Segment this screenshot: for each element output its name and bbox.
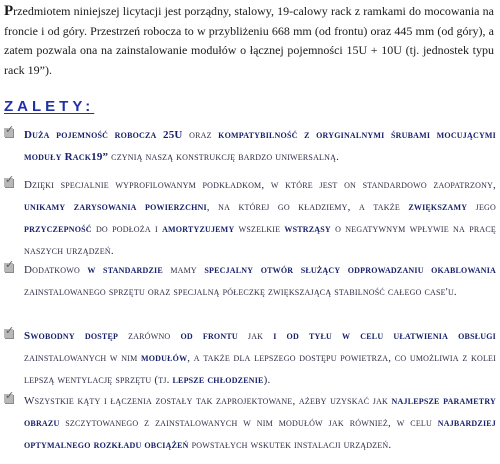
body-text: do podłoża i	[91, 223, 163, 235]
emphasis-text: kompatybilność z oryginalnymi śrubami mocującymi moduły Rack19”	[24, 129, 496, 163]
body-text: powstałych wskutek instalacji urządzeń.	[188, 439, 392, 451]
emphasis-text: w standardzie	[87, 264, 163, 276]
emphasis-text: zwiększamy	[408, 201, 468, 213]
body-text: ).	[263, 374, 271, 386]
body-text: zarówno	[118, 330, 181, 342]
body-text: jak	[237, 330, 274, 342]
body-text: jego	[467, 201, 496, 213]
advantages-heading: ZALETY:	[4, 98, 95, 115]
intro-dropcap: P	[4, 3, 14, 19]
emphasis-text: modułów	[140, 352, 188, 364]
advantage-item-2	[4, 174, 496, 262]
checkbox-bullet-icon	[4, 177, 18, 189]
intro-text: rzedmiotem niniejszej licytacji jest porządny, stalowy, 19-calowy rack z ramkami do mocowania na froncie i od góry. Przestrzeń robocza to w przybliżeniu 668 mm (od frontu) oraz 445 mm (od góry), a zatem pozwala ona na zainstalowanie modułów o łącznej pojemności 15U + 10U (tj. jednostek typu rack 19”).	[4, 4, 494, 77]
emphasis-text: Duża pojemność robocza 25U	[24, 129, 183, 141]
body-text: Dodatkowo	[24, 264, 88, 276]
emphasis-text: najbardziej optymalnego rozkładu obciążeń	[24, 417, 496, 451]
emphasis-text: przyczepność	[24, 223, 92, 235]
advantage-item-3	[4, 259, 496, 303]
emphasis-text: od frontu	[180, 330, 238, 342]
advantage-item-4	[4, 325, 496, 391]
body-text: szczytowanego z zainstalowanych w nim modułów jak również, w celu	[59, 417, 438, 429]
advantage-text	[24, 174, 496, 262]
body-text: , a także dla lepszego dostępu powietrza, co umożliwia z kolei lepszą wentylację sprzętu (tj.	[24, 352, 496, 386]
advantage-text	[24, 325, 496, 391]
emphasis-text: wstrząsy	[284, 223, 331, 235]
advantage-item-5	[4, 390, 496, 456]
intro-paragraph	[4, 2, 494, 80]
emphasis-text: amortyzujemy	[162, 223, 235, 235]
body-text: , na której go kładziemy, a także	[206, 201, 409, 213]
checkbox-bullet-icon	[4, 393, 18, 405]
emphasis-text: najlepsze parametry obrazu	[24, 395, 497, 429]
emphasis-text: i od tyłu w celu ułatwienia obsługi	[273, 330, 496, 342]
body-text: zainstalowanego sprzętu oraz specjalną półeczkę zwiększającą stabilność całego case'u.	[24, 286, 457, 298]
advantage-text	[24, 390, 496, 456]
emphasis-text: unikamy zarysowania powierzchni	[24, 201, 207, 213]
body-text: wszelkie	[234, 223, 285, 235]
checkbox-bullet-icon	[4, 127, 18, 139]
advantage-item-1	[4, 124, 496, 168]
body-text: zainstalowanych w nim	[24, 352, 141, 364]
body-text: oraz	[182, 129, 219, 141]
body-text: o negatywnym wpływie na pracę naszych urządzeń.	[24, 223, 496, 257]
advantage-text	[24, 124, 496, 168]
body-text: czynią naszą konstrukcję bardzo uniwersalną.	[108, 151, 340, 163]
emphasis-text: Swobodny dostęp	[24, 330, 119, 342]
advantage-text	[24, 259, 496, 303]
checkbox-bullet-icon	[4, 328, 18, 340]
emphasis-text: specjalny otwór służący odprowadzaniu okablowania	[204, 264, 496, 276]
body-text: Wszystkie kąty i łączenia zostały tak zaprojektowane, ażeby uzyskać jak	[24, 395, 392, 407]
body-text: Dzięki specjalnie wyprofilowanym podkładkom, w które jest on standardowo zaopatrzony,	[24, 179, 496, 191]
emphasis-text: lepsze chłodzenie	[172, 374, 264, 386]
checkbox-bullet-icon	[4, 262, 18, 274]
body-text: mamy	[162, 264, 205, 276]
